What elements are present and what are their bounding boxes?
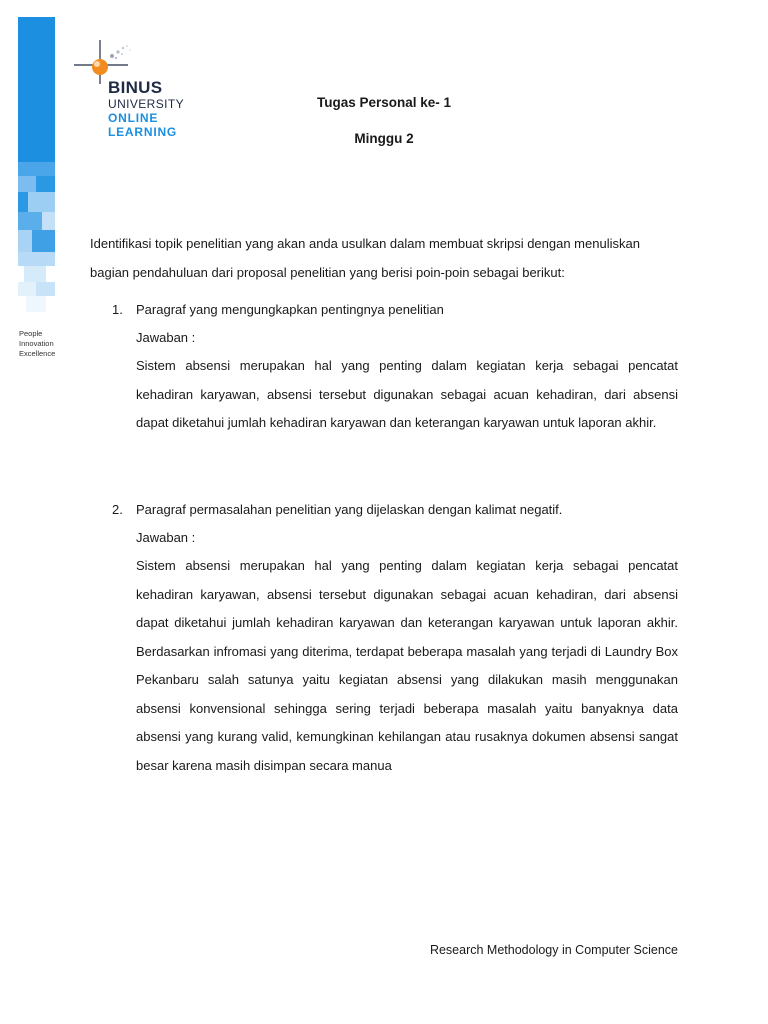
intro-paragraph: Identifikasi topik penelitian yang akan anda usulkan dalam membuat skripsi dengan menuliskan bagian pendahuluan dari proposal penelitian yang berisi poin-poin sebagai berikut:	[90, 236, 640, 280]
logo-online: ONLINE	[108, 111, 159, 125]
item-number: 2.	[112, 502, 123, 517]
answer-label: Jawaban :	[136, 530, 196, 545]
logo-learning: LEARNING	[108, 125, 178, 139]
item-number: 1.	[112, 302, 123, 317]
document-subtitle: Minggu 2	[354, 131, 414, 146]
answer-text: Sistem absensi merupakan hal yang penting dalam kegiatan kerja sebagai pencatat kehadiran karyawan, absensi tersebut digunakan sebagai acuan kehadiran, dari absensi dapat diketahui jumlah kehadiran karyawan dan keterangan karyawan untuk laporan akhir.	[136, 358, 678, 430]
tagline-people: People	[19, 329, 43, 338]
answer-text: Sistem absensi merupakan hal yang penting dalam kegiatan kerja sebagai pencatat kehadiran karyawan, absensi tersebut digunakan sebagai acuan kehadiran, dari absensi dapat diketahui jumlah kehadiran karyawan dan keterangan karyawan untuk laporan akhir. Berdasarkan infromasi yang diterima, terdapat beberapa masalah yang terjadi di Laundry Box Pekanbaru salah satunya yaitu kegiatan absensi yang dilakukan masih menggunakan absensi konvensional sehingga sering terjadi beberapa masalah yaitu banyaknya data absensi yang kurang valid, kemungkinan kehilangan atau rusaknya dokumen absensi sangat besar karena masih disimpan secara manua	[136, 558, 678, 773]
strip-tile-pattern	[18, 162, 55, 312]
tagline	[19, 329, 55, 359]
decorative-side-strip	[18, 17, 55, 312]
answer-label: Jawaban :	[136, 330, 196, 345]
page-footer: Research Methodology in Computer Science	[429, 943, 678, 957]
item-question: Paragraf permasalahan penelitian yang dijelaskan dengan kalimat negatif.	[136, 502, 563, 517]
logo-university: UNIVERSITY	[108, 97, 185, 111]
tagline-excellence: Excellence	[19, 349, 56, 358]
tagline-innovation: Innovation	[19, 339, 54, 348]
item-question: Paragraf yang mengungkapkan pentingnya penelitian	[136, 302, 444, 317]
logo-brand: BINUS	[108, 78, 163, 97]
document-title: Tugas Personal ke- 1	[316, 95, 452, 110]
